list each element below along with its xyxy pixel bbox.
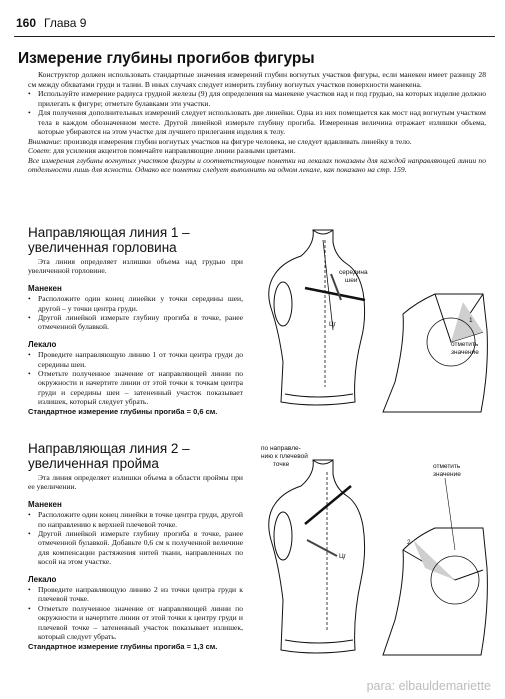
figure1-line-number: 1 [469,317,473,324]
bullet-item: • Расположите один конец линейки у точки середины шеи, другой – у точки центра груди. [28,294,243,313]
bullet-item: • Проведите направляющую линию 1 от точки центра груди до середины шеи. [28,350,243,369]
page-number: 160 [16,16,37,30]
pointer-line [445,478,455,550]
bullet-item: • Для получения дополнительных измерений следует использовать две линейки. Одна из них помещается как мост над вогнутым участком тела в каждом обозначенном месте. Другой линейкой измерьте глубину прогиба. Измеренная величина отражает излишки объема, которые убираются на этом участке для лучшего прилегания изделия к телу. [28,108,486,137]
tip-label: Совет [28,146,49,155]
guide1-title-line1: Направляющая линия 1 – [28,225,190,240]
note-label: Внимание [28,136,60,146]
bullet-item: • Другой линейкой измерьте глубину прогиба в точке, ранее отмеченной булавкой. [28,313,243,332]
guide2-title-line2: увеличенная пройма [28,456,159,471]
pattern-piece-2 [383,528,487,655]
guide2-intro: Эта линия определяет излишки объема в области проймы при ее увеличении. [28,473,243,492]
excess-area-1 [451,302,483,342]
guide2-maneken-label: Манекен [28,499,62,509]
tip-text: : для усиления акцентов помечайте направляющие линии разными цветами. [48,146,296,155]
page-header [16,16,86,30]
guide-lines-2 [305,472,351,630]
italic-note: Все измерения глубины вогнутых участков фигуры и соответствующие пометки на лекалах показаны для каждой направляющей линии по отдельности лишь для ясности. Однако все пометки следует выполнить на одном лекале, как показано на стр. 159. [28,155,486,174]
dress-form-1 [269,230,365,405]
note-line [28,137,486,147]
tip-line [28,146,486,156]
watermark: para: elbauldemariette [366,679,491,693]
figure2-dir-label-2: нию к плечевой [261,453,308,460]
section-body [28,70,486,175]
figure2-line-number: 2 [407,539,411,546]
figure-guide2 [255,440,495,665]
dress-form-2 [269,460,365,653]
intro-paragraph: Конструктор должен использовать стандартные значения измерений глубин вогнутых участков фигуры, если манекен имеет разницу 28 см между обхватами груди и талии. В иных случаях следует измерить глубину вогнутых участков поверхности манекена. [28,70,486,89]
guide1-title [28,225,190,255]
figure1-neck-label-2: шеи [345,277,358,284]
guide2-lekalo-label: Лекало [28,574,57,584]
figure1-center-label: Цг [329,321,337,328]
figure2-dir-label-3: точке [273,461,290,468]
figure2-mark-label-2: значение [433,471,461,478]
bullet-item: • Другой линейкой измерьте глубину прогиба в точке, ранее отмеченной булавкой. Добавьте 0,6 см к полученной величине для компенсации растяжения нитей ткани, направленных по косой на этом участке. [28,529,243,567]
guide2-title-line1: Направляющая линия 2 – [28,441,190,456]
guide1-maneken-label: Манекен [28,283,62,293]
guide2-body [28,473,243,651]
section-title: Измерение глубины прогибов фигуры [18,50,315,67]
bullet-item: • Используйте измерение радиуса грудной железы (9) для определения на манекене участков над и под грудью, на которых изделие должно прилегать к фигуре; отметьте булавками эти участки. [28,89,486,108]
figure1-mark-label-2: значение [451,349,479,356]
guide1-intro: Эта линия определяет излишки объема над грудью при увеличенной горловине. [28,257,243,276]
guide2-standard: Стандартное измерение глубины прогиба = 1,3 см. [28,641,218,651]
chapter-label: Глава 9 [44,16,87,30]
figure2-dir-label: по направле- [261,445,301,452]
guide1-standard: Стандартное измерение глубины прогиба = 0,6 см. [28,406,218,416]
bullet-item: • Отметьте полученное значение от направляющей линии по окружности и начертите линии от этой точки к точкам центра груди и середины шеи – затененный участок показывает излишек, который следует убрать. [28,369,243,407]
note-text: : производя измерения глубин вогнутых участков на фигуре человека, не следует вдавливать линейку в тело. [59,136,412,146]
excess-area-2 [413,540,455,580]
figure1-mark-label: отметить [451,341,479,348]
guide1-lekalo-label: Лекало [28,339,57,349]
figure-guide1 [255,222,495,422]
figure1-neck-label: середина [339,269,368,276]
bullet-item: • Проведите направляющую линию 2 из точки центра груди к плечевой точке. [28,585,243,604]
figure2-mark-label: отметить [433,463,461,470]
header-divider [14,36,495,37]
guide1-body [28,257,243,416]
guide2-title [28,441,190,471]
guide1-title-line2: увеличенная горловина [28,240,177,255]
figure2-center-label: Цг [339,553,347,560]
bullet-item: • Расположите один конец линейки в точке центра груди, другой по направлению к верхней плечевой точке. [28,510,243,529]
bullet-item: • Отметьте полученное значение от направляющей линии по окружности и начертите линии от этой точки к центру груди и плечевой точке – затененный участок показывает излишек, который следует убрать. [28,604,243,642]
